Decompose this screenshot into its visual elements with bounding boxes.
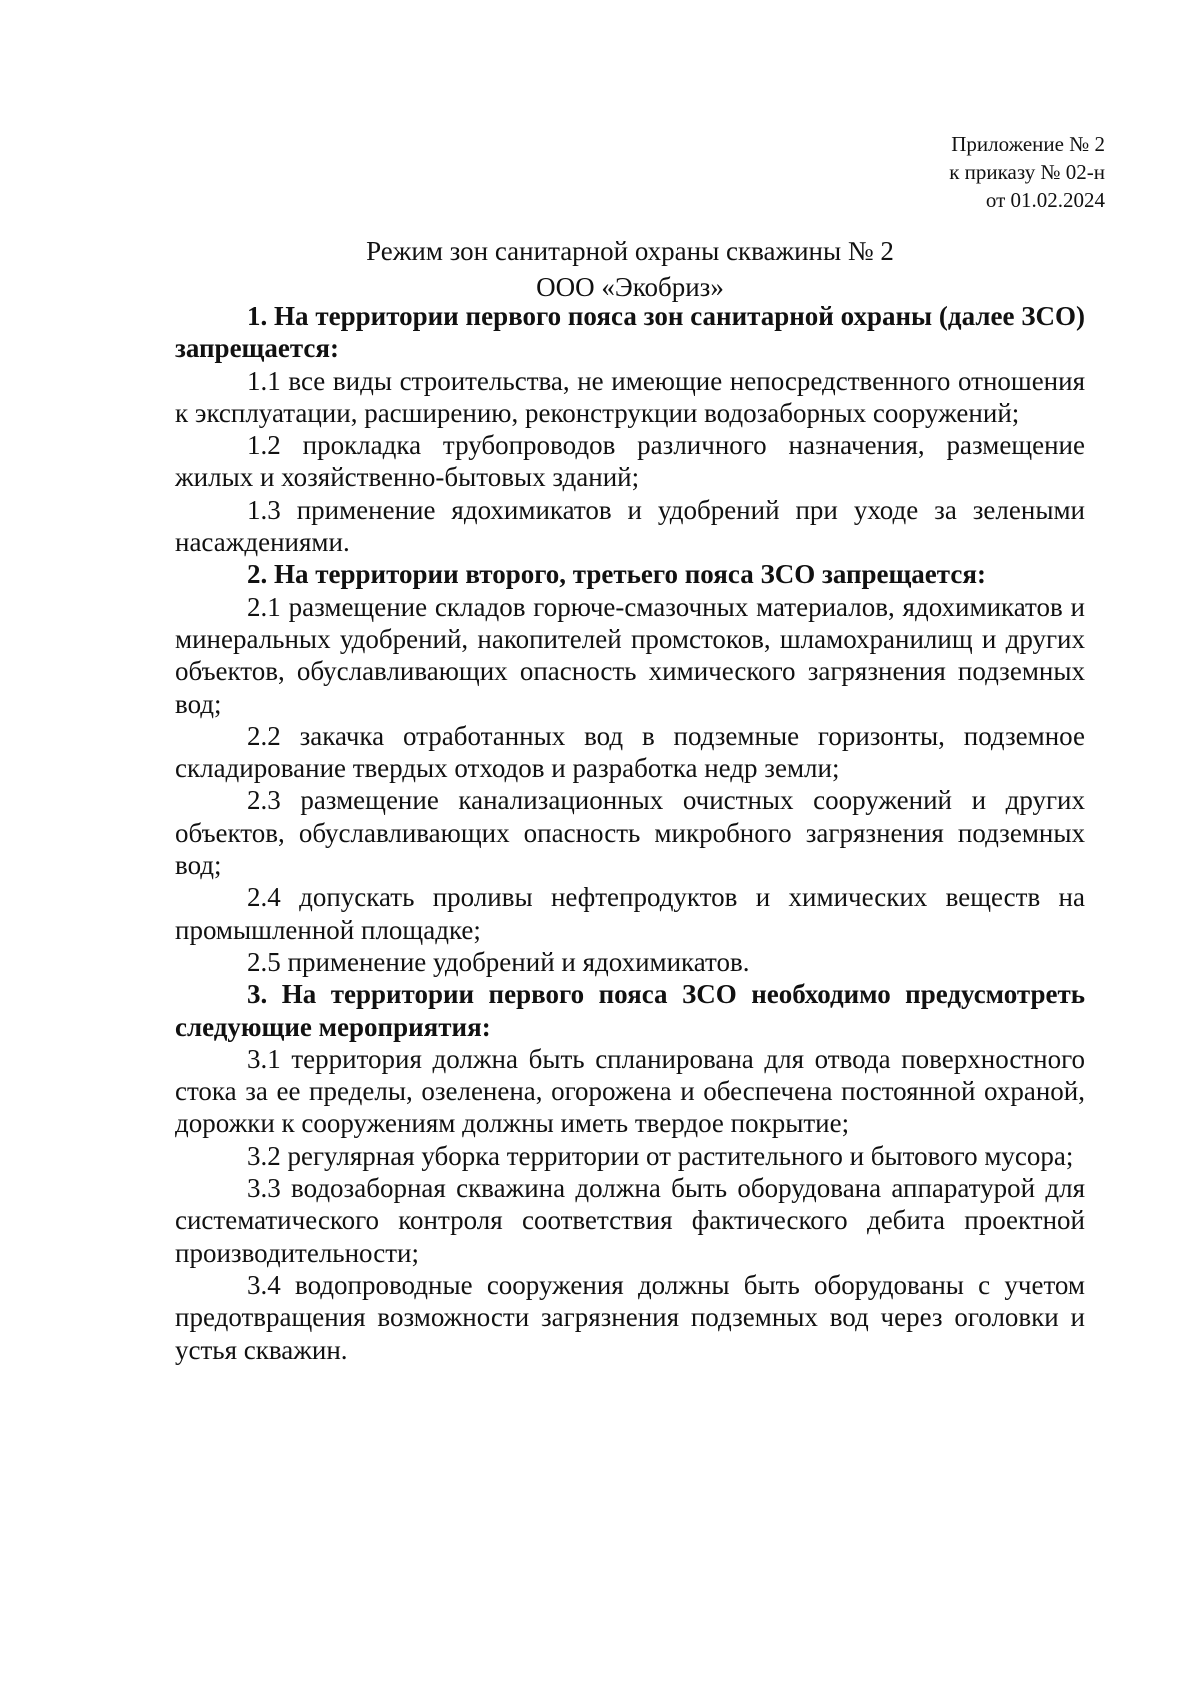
title-line-organization: ООО «Экобриз» <box>536 272 724 302</box>
annex-line-date: от 01.02.2024 <box>985 188 1105 212</box>
section-2-item: 2.1 размещение складов горюче-смазочных материалов, ядохимикатов и минеральных удобрений, накопителей промстоков, шламохранилищ и других объектов, обуславливающих опасность химического загрязнения подземных вод; <box>175 591 1085 719</box>
section-2-item: 2.3 размещение канализационных очистных сооружений и других объектов, обуславливающих опасность микробного загрязнения подземных вод; <box>175 785 1085 881</box>
section-1-item: 1.1 все виды строительства, не имеющие непосредственного отношения к эксплуатации, расширению, реконструкции водозаборных сооружений; <box>175 365 1085 428</box>
section-3-item: 3.4 водопроводные сооружения должны быть оборудованы с учетом предотвращения возможности загрязнения подземных вод через оголовки и устья скважин. <box>175 1269 1085 1365</box>
section-1-item: 1.2 прокладка трубопроводов различного назначения, размещение жилых и хозяйственно-бытовых зданий; <box>175 430 1085 493</box>
section-3-item: 3.3 водозаборная скважина должна быть оборудована аппаратурой для систематического контроля соответствия фактического дебита проектной производительности; <box>175 1173 1085 1268</box>
section-3-item: 3.1 территория должна быть спланирована для отвода поверхностного стока за ее пределы, озеленена, огорожена и обеспечена постоянной охраной, дорожки к сооружениям должны иметь твердое покрытие; <box>175 1043 1085 1139</box>
section-1-heading: 1. На территории первого пояса зон санитарной охраны (далее ЗСО) запрещается: <box>175 301 1085 364</box>
section-2-item: 2.2 закачка отработанных вод в подземные горизонты, подземное складирование твердых отходов и разработка недр земли; <box>175 720 1085 784</box>
section-2-heading: 2. На территории второго, третьего пояса ЗСО запрещается: <box>247 559 986 590</box>
document-title <box>175 233 1085 305</box>
annex-reference <box>705 130 1105 214</box>
annex-line-number: Приложение № 2 <box>951 132 1105 156</box>
section-3-item: 3.2 регулярная уборка территории от растительного и бытового мусора; <box>247 1140 1074 1171</box>
section-2-item: 2.4 допускать проливы нефтепродуктов и химических веществ на промышленной площадке; <box>175 882 1085 945</box>
annex-line-order: к приказу № 02-н <box>949 160 1105 184</box>
section-2-item: 2.5 применение удобрений и ядохимикатов. <box>247 946 750 977</box>
section-3-heading: 3. На территории первого пояса ЗСО необходимо предусмотреть следующие мероприятия: <box>175 979 1085 1042</box>
document-body <box>175 300 1085 1366</box>
section-1-item: 1.3 применение ядохимикатов и удобрений при уходе за зелеными насаждениями. <box>175 494 1085 558</box>
title-line-regime: Режим зон санитарной охраны скважины № 2 <box>366 236 894 266</box>
